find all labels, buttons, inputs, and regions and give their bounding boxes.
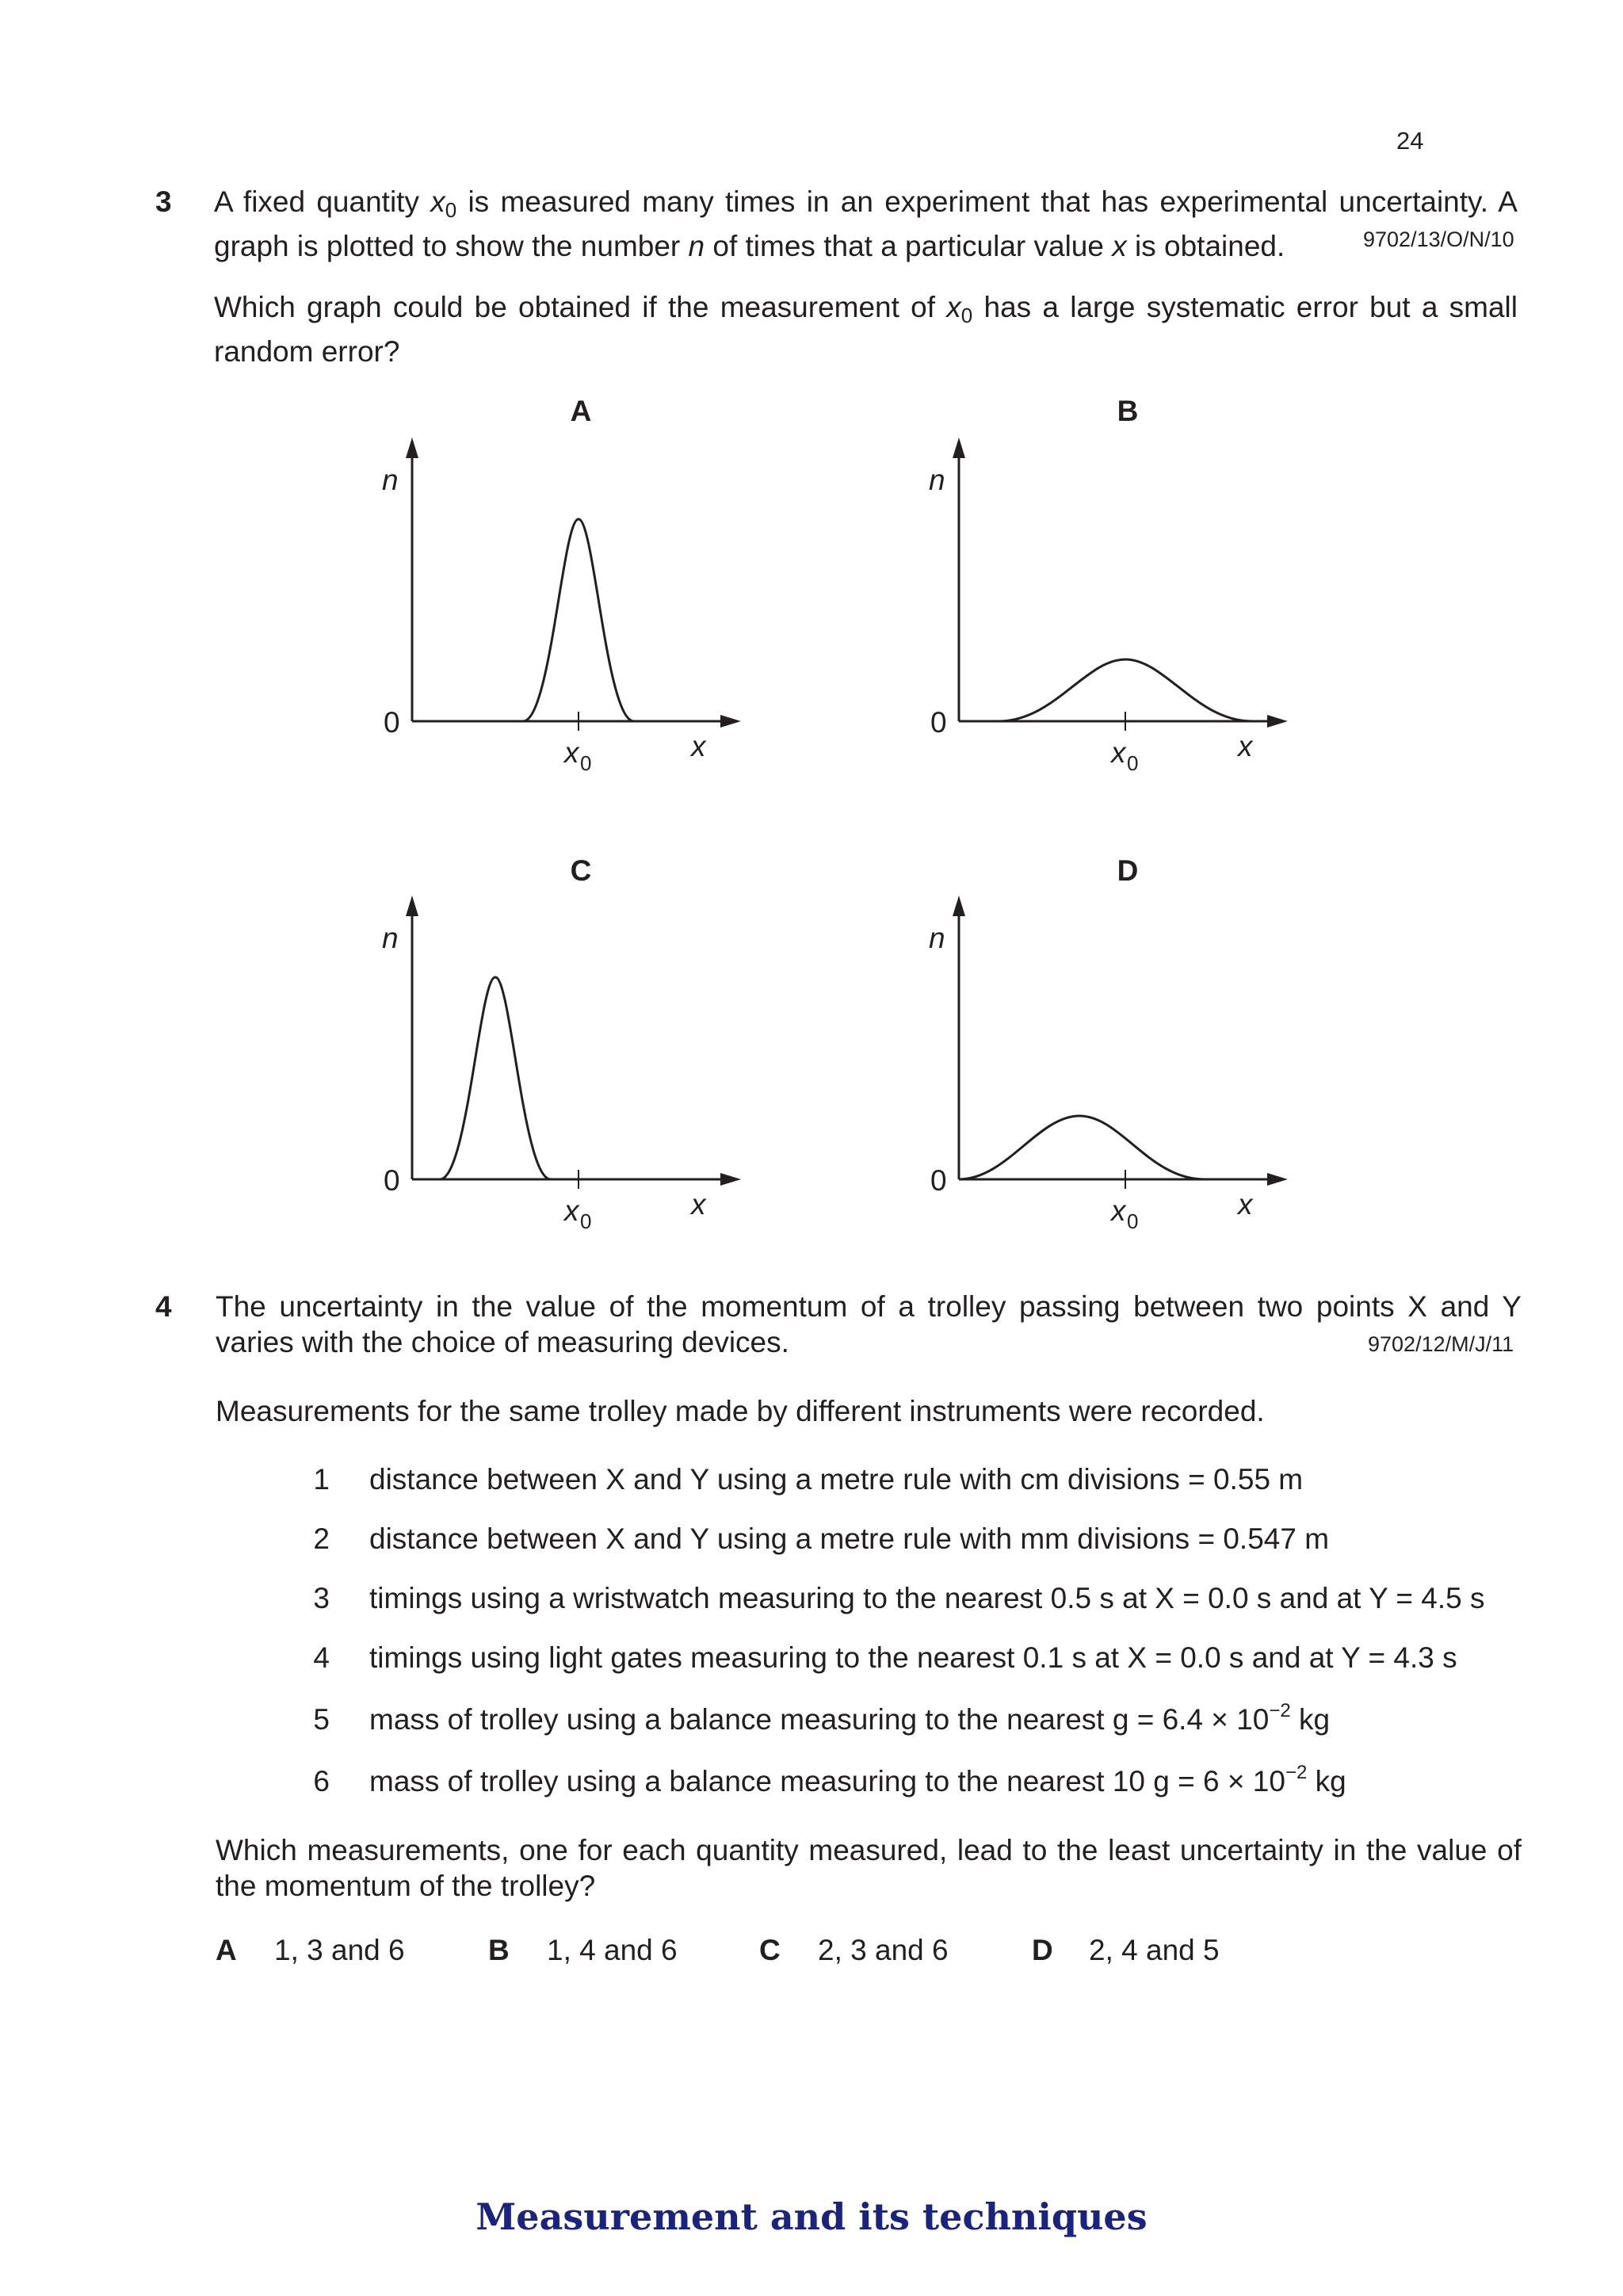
question-4-intro: Measurements for the same trolley made by different instruments were recorded. (216, 1395, 1265, 1427)
x-axis-label: x (691, 1188, 706, 1221)
graph-c-letter: C (570, 854, 592, 887)
y-axis-arrow-icon (953, 896, 965, 916)
x-axis-arrow-icon (720, 715, 741, 728)
list-item-number: 6 (313, 1765, 330, 1797)
graph-a-letter: A (570, 395, 592, 427)
list-item-number: 5 (313, 1703, 330, 1736)
graph-d-letter: D (1117, 854, 1139, 887)
x-axis-label: x (691, 730, 706, 762)
x-axis-arrow-icon (1267, 1173, 1288, 1186)
list-item-number: 3 (313, 1582, 330, 1614)
y-axis-arrow-icon (953, 437, 965, 458)
question-3-stem: A fixed quantity x0 is measured many times in an experiment that has experimental uncertainty. A graph is plotted to show the number n of times that a particular value x is obtained. (214, 185, 1518, 262)
origin-label: 0 (930, 1164, 947, 1197)
origin-label: 0 (384, 706, 400, 739)
question-4-reference: 9702/12/M/J/11 (1368, 1332, 1514, 1356)
distribution-curve (959, 1116, 1205, 1179)
list-item-number: 1 (313, 1463, 330, 1496)
question-4-stem: The uncertainty in the value of the momentum of a trolley passing between two points X and Y varies with the choice of measuring devices. (216, 1290, 1522, 1358)
x-axis-label: x (1238, 1188, 1253, 1221)
option-d-letter: D (1032, 1934, 1053, 1966)
list-item-text: timings using light gates measuring to the nearest 0.1 s at X = 0.0 s and at Y = 4.3 s (369, 1641, 1457, 1674)
y-axis-label: n (382, 922, 399, 954)
x0-label: x (564, 1194, 579, 1227)
list-item-text: timings using a wristwatch measuring to the nearest 0.5 s at X = 0.0 s and at Y = 4.5 s (369, 1582, 1485, 1614)
question-4-prompt: Which measurements, one for each quantity measured, lead to the least uncertainty in the value of the momentum of the trolley? (216, 1834, 1522, 1902)
origin-label: 0 (384, 1164, 400, 1197)
option-b-text: 1, 4 and 6 (547, 1934, 678, 1966)
option-a-text: 1, 3 and 6 (274, 1934, 405, 1966)
page-footer-title: Measurement and its techniques (475, 2195, 1148, 2238)
list-item-number: 4 (313, 1641, 330, 1674)
graph-b-letter: B (1117, 395, 1139, 427)
x0-subscript: 0 (1127, 751, 1139, 775)
option-c-text: 2, 3 and 6 (818, 1934, 949, 1966)
origin-label: 0 (930, 706, 947, 739)
option-a-letter: A (216, 1934, 237, 1966)
x-axis-label: x (1238, 730, 1253, 762)
distribution-curve (523, 519, 634, 721)
y-axis-label: n (382, 464, 399, 496)
y-axis-label: n (929, 464, 945, 496)
option-b-letter: B (488, 1934, 510, 1966)
graph-c (365, 886, 761, 1251)
list-item-text: mass of trolley using a balance measuring to the nearest $g = 6.4 \times 10^{-2}$ kg (369, 1700, 1331, 1736)
x-axis-arrow-icon (1267, 715, 1288, 728)
y-axis-label: n (929, 922, 945, 954)
list-item-number: 2 (313, 1522, 330, 1555)
graph-b (911, 428, 1308, 793)
x0-subscript: 0 (1127, 1209, 1139, 1233)
list-item-text: distance between X and Y using a metre rule with mm divisions = 0.547 m (369, 1522, 1330, 1555)
x-axis-arrow-icon (720, 1173, 741, 1186)
page-number: 24 (1396, 127, 1424, 155)
question-3-prompt: Which graph could be obtained if the measurement of x0 has a large systematic error but a small random error? (214, 291, 1518, 368)
x0-subscript: 0 (580, 751, 592, 775)
x0-label: x (1111, 736, 1126, 769)
distribution-curve (440, 977, 551, 1179)
list-item-text: distance between X and Y using a metre rule with cm divisions = 0.55 m (369, 1463, 1304, 1496)
question-4-number: 4 (155, 1290, 172, 1323)
x0-subscript: 0 (580, 1209, 592, 1233)
option-c-letter: C (759, 1934, 781, 1966)
y-axis-arrow-icon (406, 437, 418, 458)
x0-label: x (1111, 1194, 1126, 1227)
option-d-text: 2, 4 and 5 (1089, 1934, 1220, 1966)
x0-label: x (564, 736, 579, 769)
list-item-text: mass of trolley using a balance measuring to the nearest 10 $g = 6 \times 10^{-2}$ kg (369, 1762, 1346, 1797)
question-3-reference: 9702/13/O/N/10 (1363, 227, 1514, 251)
graph-d (911, 886, 1308, 1251)
graph-a (365, 428, 761, 793)
question-3-number: 3 (155, 185, 172, 218)
y-axis-arrow-icon (406, 896, 418, 916)
